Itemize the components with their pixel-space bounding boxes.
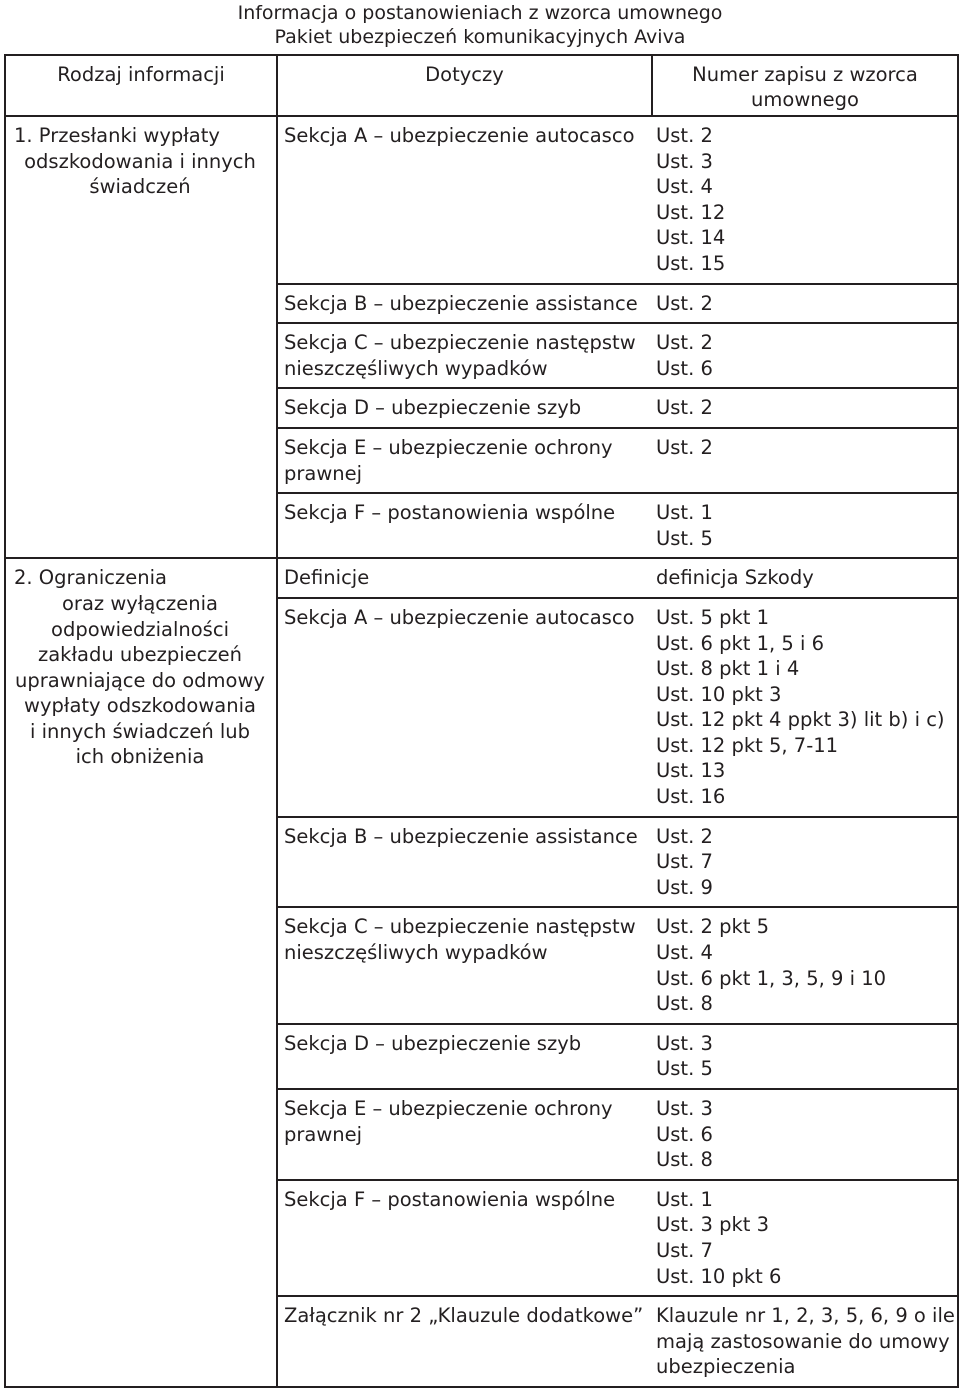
clause-reference: Ust. 5 bbox=[656, 526, 713, 550]
clause-reference: Ust. 4 bbox=[656, 175, 713, 199]
clause-reference: Ust. 3 bbox=[656, 149, 713, 173]
section-cell bbox=[277, 907, 652, 1023]
clause-reference: Ust. 2 bbox=[656, 824, 713, 848]
clause-reference: Ust. 15 bbox=[656, 251, 726, 275]
category-text: wypłaty odszkodowania bbox=[24, 694, 256, 718]
section-label: Sekcja B – ubezpieczenie assistance bbox=[284, 824, 638, 848]
clause-reference: definicja Szkody bbox=[656, 566, 814, 590]
clause-reference: Ust. 14 bbox=[656, 226, 726, 250]
clause-reference: Ust. 3 bbox=[656, 1031, 713, 1055]
section-cell bbox=[277, 598, 652, 817]
document-subtitle: Pakiet ubezpieczeń komunikacyjnych Aviva bbox=[274, 26, 686, 48]
clause-references-cell bbox=[652, 1296, 958, 1387]
clause-reference: Ust. 2 bbox=[656, 435, 713, 459]
section-cell bbox=[277, 284, 652, 324]
clause-reference: Ust. 10 pkt 3 bbox=[656, 682, 782, 706]
clause-references-cell bbox=[652, 284, 958, 324]
clause-references-cell bbox=[652, 388, 958, 428]
clause-references-cell bbox=[652, 1089, 958, 1180]
clause-reference: Ust. 12 pkt 5, 7-11 bbox=[656, 733, 839, 757]
clause-reference: Ust. 16 bbox=[656, 785, 726, 809]
clause-reference: Ust. 6 bbox=[656, 1122, 713, 1146]
section-cell bbox=[277, 1296, 652, 1387]
section-label: Sekcja C – ubezpieczenie następstw bbox=[284, 915, 636, 939]
section-label: Sekcja D – ubezpieczenie szyb bbox=[284, 1031, 582, 1055]
category-text: odszkodowania i innych bbox=[24, 149, 256, 173]
clause-reference: Ust. 7 bbox=[656, 1238, 713, 1262]
clause-reference: Ust. 6 pkt 1, 3, 5, 9 i 10 bbox=[656, 966, 887, 990]
clause-reference: Ust. 5 pkt 1 bbox=[656, 605, 770, 629]
clause-reference: ubezpieczenia bbox=[656, 1355, 796, 1379]
category-text: i innych świadczeń lub bbox=[29, 719, 251, 743]
category-text: oraz wyłączenia bbox=[62, 591, 218, 615]
section-cell bbox=[277, 817, 652, 908]
clause-reference: Ust. 2 bbox=[656, 291, 713, 315]
section-cell bbox=[277, 1180, 652, 1296]
section-cell bbox=[277, 428, 652, 493]
section-label: Sekcja C – ubezpieczenie następstw bbox=[284, 331, 636, 355]
section-label: Sekcja E – ubezpieczenie ochrony bbox=[284, 435, 613, 459]
clause-references-cell bbox=[652, 1180, 958, 1296]
clause-references-cell bbox=[652, 323, 958, 388]
clause-references-cell bbox=[652, 116, 958, 284]
clause-reference: Ust. 1 bbox=[656, 1187, 713, 1211]
clause-reference: Ust. 13 bbox=[656, 759, 726, 783]
section-label: nieszczęśliwych wypadków bbox=[284, 356, 548, 380]
section-label: Definicje bbox=[284, 566, 370, 590]
section-cell bbox=[277, 558, 652, 598]
column-header-clause-number: Numer zapisu z wzorca umownego bbox=[652, 55, 958, 116]
section-label: Sekcja F – postanowienia wspólne bbox=[284, 1187, 616, 1211]
document-title: Informacja o postanowieniach z wzorca umownego bbox=[237, 2, 723, 24]
clause-reference: Ust. 3 bbox=[656, 1097, 713, 1120]
clause-reference: Ust. 5 bbox=[656, 1057, 713, 1081]
clause-reference: Ust. 7 bbox=[656, 850, 713, 874]
column-header-type: Rodzaj informacji bbox=[5, 55, 277, 116]
section-cell bbox=[277, 1024, 652, 1089]
section-label: Sekcja A – ubezpieczenie autocasco bbox=[284, 124, 635, 147]
clause-references-cell bbox=[652, 598, 958, 817]
clause-reference: Ust. 8 bbox=[656, 992, 713, 1016]
clause-references-cell bbox=[652, 493, 958, 558]
section-cell bbox=[277, 493, 652, 558]
clause-reference: Ust. 3 pkt 3 bbox=[656, 1213, 770, 1237]
clause-references-cell bbox=[652, 817, 958, 908]
clause-reference: Ust. 8 bbox=[656, 1148, 713, 1172]
section-label: prawnej bbox=[284, 1122, 363, 1146]
section-label: Sekcja F – postanowienia wspólne bbox=[284, 501, 616, 525]
clause-reference: Ust. 4 bbox=[656, 941, 713, 965]
clause-reference: Ust. 2 bbox=[656, 396, 713, 420]
clause-reference: Klauzule nr 1, 2, 3, 5, 6, 9 o ile bbox=[656, 1304, 955, 1328]
category-text: ich obniżenia bbox=[75, 745, 205, 769]
clause-references-cell bbox=[652, 907, 958, 1023]
clause-reference: Ust. 2 bbox=[656, 331, 713, 355]
category-text: świadczeń bbox=[89, 175, 191, 199]
provisions-table bbox=[4, 54, 959, 1388]
category-text: 2. Ograniczenia bbox=[14, 566, 167, 590]
category-text: uprawniające do odmowy bbox=[15, 668, 265, 692]
clause-reference: Ust. 12 bbox=[656, 200, 726, 224]
clause-reference: Ust. 12 pkt 4 ppkt 3) lit b) i c) bbox=[656, 708, 945, 732]
clause-reference: Ust. 1 bbox=[656, 501, 713, 525]
section-label: Sekcja B – ubezpieczenie assistance bbox=[284, 291, 638, 315]
category-cell bbox=[5, 558, 277, 1387]
category-text: zakładu ubezpieczeń bbox=[38, 643, 242, 667]
table-row bbox=[5, 116, 958, 284]
clause-reference: Ust. 2 pkt 5 bbox=[656, 915, 770, 939]
clause-references-cell bbox=[652, 1024, 958, 1089]
clause-references-cell bbox=[652, 428, 958, 493]
section-label: nieszczęśliwych wypadków bbox=[284, 941, 548, 965]
column-header-applies-to: Dotyczy bbox=[277, 55, 652, 116]
section-label: Sekcja A – ubezpieczenie autocasco bbox=[284, 605, 635, 629]
section-label: Sekcja D – ubezpieczenie szyb bbox=[284, 396, 582, 420]
clause-reference: mają zastosowanie do umowy bbox=[656, 1329, 950, 1353]
section-label: Sekcja E – ubezpieczenie ochrony bbox=[284, 1097, 613, 1120]
table-header-row bbox=[5, 55, 958, 116]
section-label: Załącznik nr 2 „Klauzule dodatkowe” bbox=[284, 1304, 644, 1328]
table-row bbox=[5, 558, 958, 598]
clause-reference: Ust. 9 bbox=[656, 875, 713, 899]
clause-reference: Ust. 6 pkt 1, 5 i 6 bbox=[656, 631, 825, 655]
section-cell bbox=[277, 116, 652, 284]
section-cell bbox=[277, 1089, 652, 1180]
clause-references-cell bbox=[652, 558, 958, 598]
category-text: 1. Przesłanki wypłaty bbox=[14, 124, 220, 147]
category-text: odpowiedzialności bbox=[51, 617, 229, 641]
clause-reference: Ust. 2 bbox=[656, 124, 713, 147]
clause-reference: Ust. 10 pkt 6 bbox=[656, 1264, 782, 1288]
section-cell bbox=[277, 323, 652, 388]
clause-reference: Ust. 6 bbox=[656, 356, 713, 380]
category-cell bbox=[5, 116, 277, 558]
clause-reference: Ust. 8 pkt 1 i 4 bbox=[656, 657, 800, 681]
section-label: prawnej bbox=[284, 461, 363, 485]
section-cell bbox=[277, 388, 652, 428]
